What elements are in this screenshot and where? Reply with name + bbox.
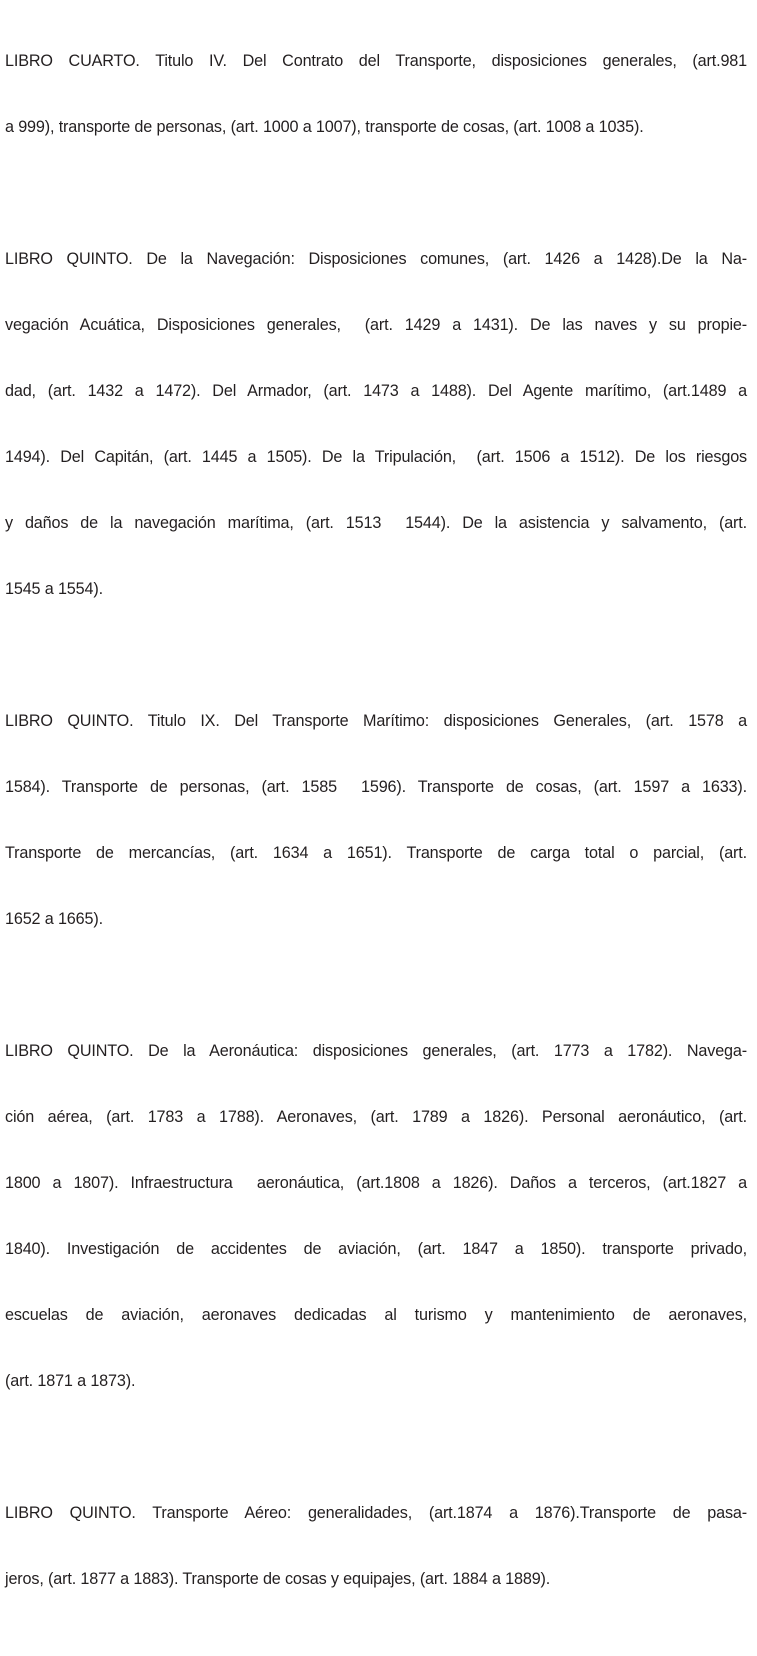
- text-line: 1584). Transporte de personas, (art. 1585 1596). Transporte de cosas, (art. 1597 a 1633).: [5, 778, 747, 796]
- text-line: LIBRO CUARTO. Titulo IV. Del Contrato del Transporte, disposiciones generales, (art.981: [5, 52, 747, 70]
- text-line: 1800 a 1807). Infraestructura aeronáutica, (art.1808 a 1826). Daños a terceros, (art.1827 a: [5, 1174, 747, 1192]
- text-line: vegación Acuática, Disposiciones generales, (art. 1429 a 1431). De las naves y su propie-: [5, 316, 747, 334]
- text-line: LIBRO QUINTO. Titulo IX. Del Transporte Marítimo: disposiciones Generales, (art. 1578 a: [5, 712, 747, 730]
- text-line: 1652 a 1665).: [5, 910, 103, 928]
- text-line: 1545 a 1554).: [5, 580, 103, 598]
- text-line: LIBRO QUINTO. De la Aeronáutica: disposiciones generales, (art. 1773 a 1782). Navega-: [5, 1042, 747, 1060]
- paragraph-libro-quinto-transporte-maritimo: [5, 666, 747, 974]
- document-body: [5, 6, 747, 1656]
- text-line: 1840). Investigación de accidentes de aviación, (art. 1847 a 1850). transporte privado,: [5, 1240, 747, 1258]
- text-line: ción aérea, (art. 1783 a 1788). Aeronaves, (art. 1789 a 1826). Personal aeronáutico, (art.: [5, 1108, 747, 1126]
- text-line: (art. 1871 a 1873).: [5, 1372, 136, 1390]
- text-line: y daños de la navegación marítima, (art. 1513 1544). De la asistencia y salvamento, (art.: [5, 514, 747, 532]
- paragraph-libro-quinto-aeronautica: [5, 996, 747, 1436]
- text-line: LIBRO QUINTO. De la Navegación: Disposiciones comunes, (art. 1426 a 1428).De la Na-: [5, 250, 747, 268]
- text-line: jeros, (art. 1877 a 1883). Transporte de cosas y equipajes, (art. 1884 a 1889).: [5, 1570, 551, 1588]
- text-line: a 999), transporte de personas, (art. 1000 a 1007), transporte de cosas, (art. 1008 a 1035).: [5, 118, 644, 136]
- text-line: escuelas de aviación, aeronaves dedicadas al turismo y mantenimiento de aeronaves,: [5, 1306, 747, 1324]
- paragraph-libro-quinto-navegacion: [5, 204, 747, 644]
- text-line: 1494). Del Capitán, (art. 1445 a 1505). De la Tripulación, (art. 1506 a 1512). De los riesgos: [5, 448, 747, 466]
- text-line: dad, (art. 1432 a 1472). Del Armador, (art. 1473 a 1488). Del Agente marítimo, (art.1489 a: [5, 382, 747, 400]
- text-line: Transporte de mercancías, (art. 1634 a 1651). Transporte de carga total o parcial, (art.: [5, 844, 747, 862]
- paragraph-libro-cuarto-transporte: [5, 6, 747, 182]
- text-line: LIBRO QUINTO. Transporte Aéreo: generalidades, (art.1874 a 1876).Transporte de pasa-: [5, 1504, 747, 1522]
- paragraph-libro-quinto-transporte-aereo: [5, 1458, 747, 1634]
